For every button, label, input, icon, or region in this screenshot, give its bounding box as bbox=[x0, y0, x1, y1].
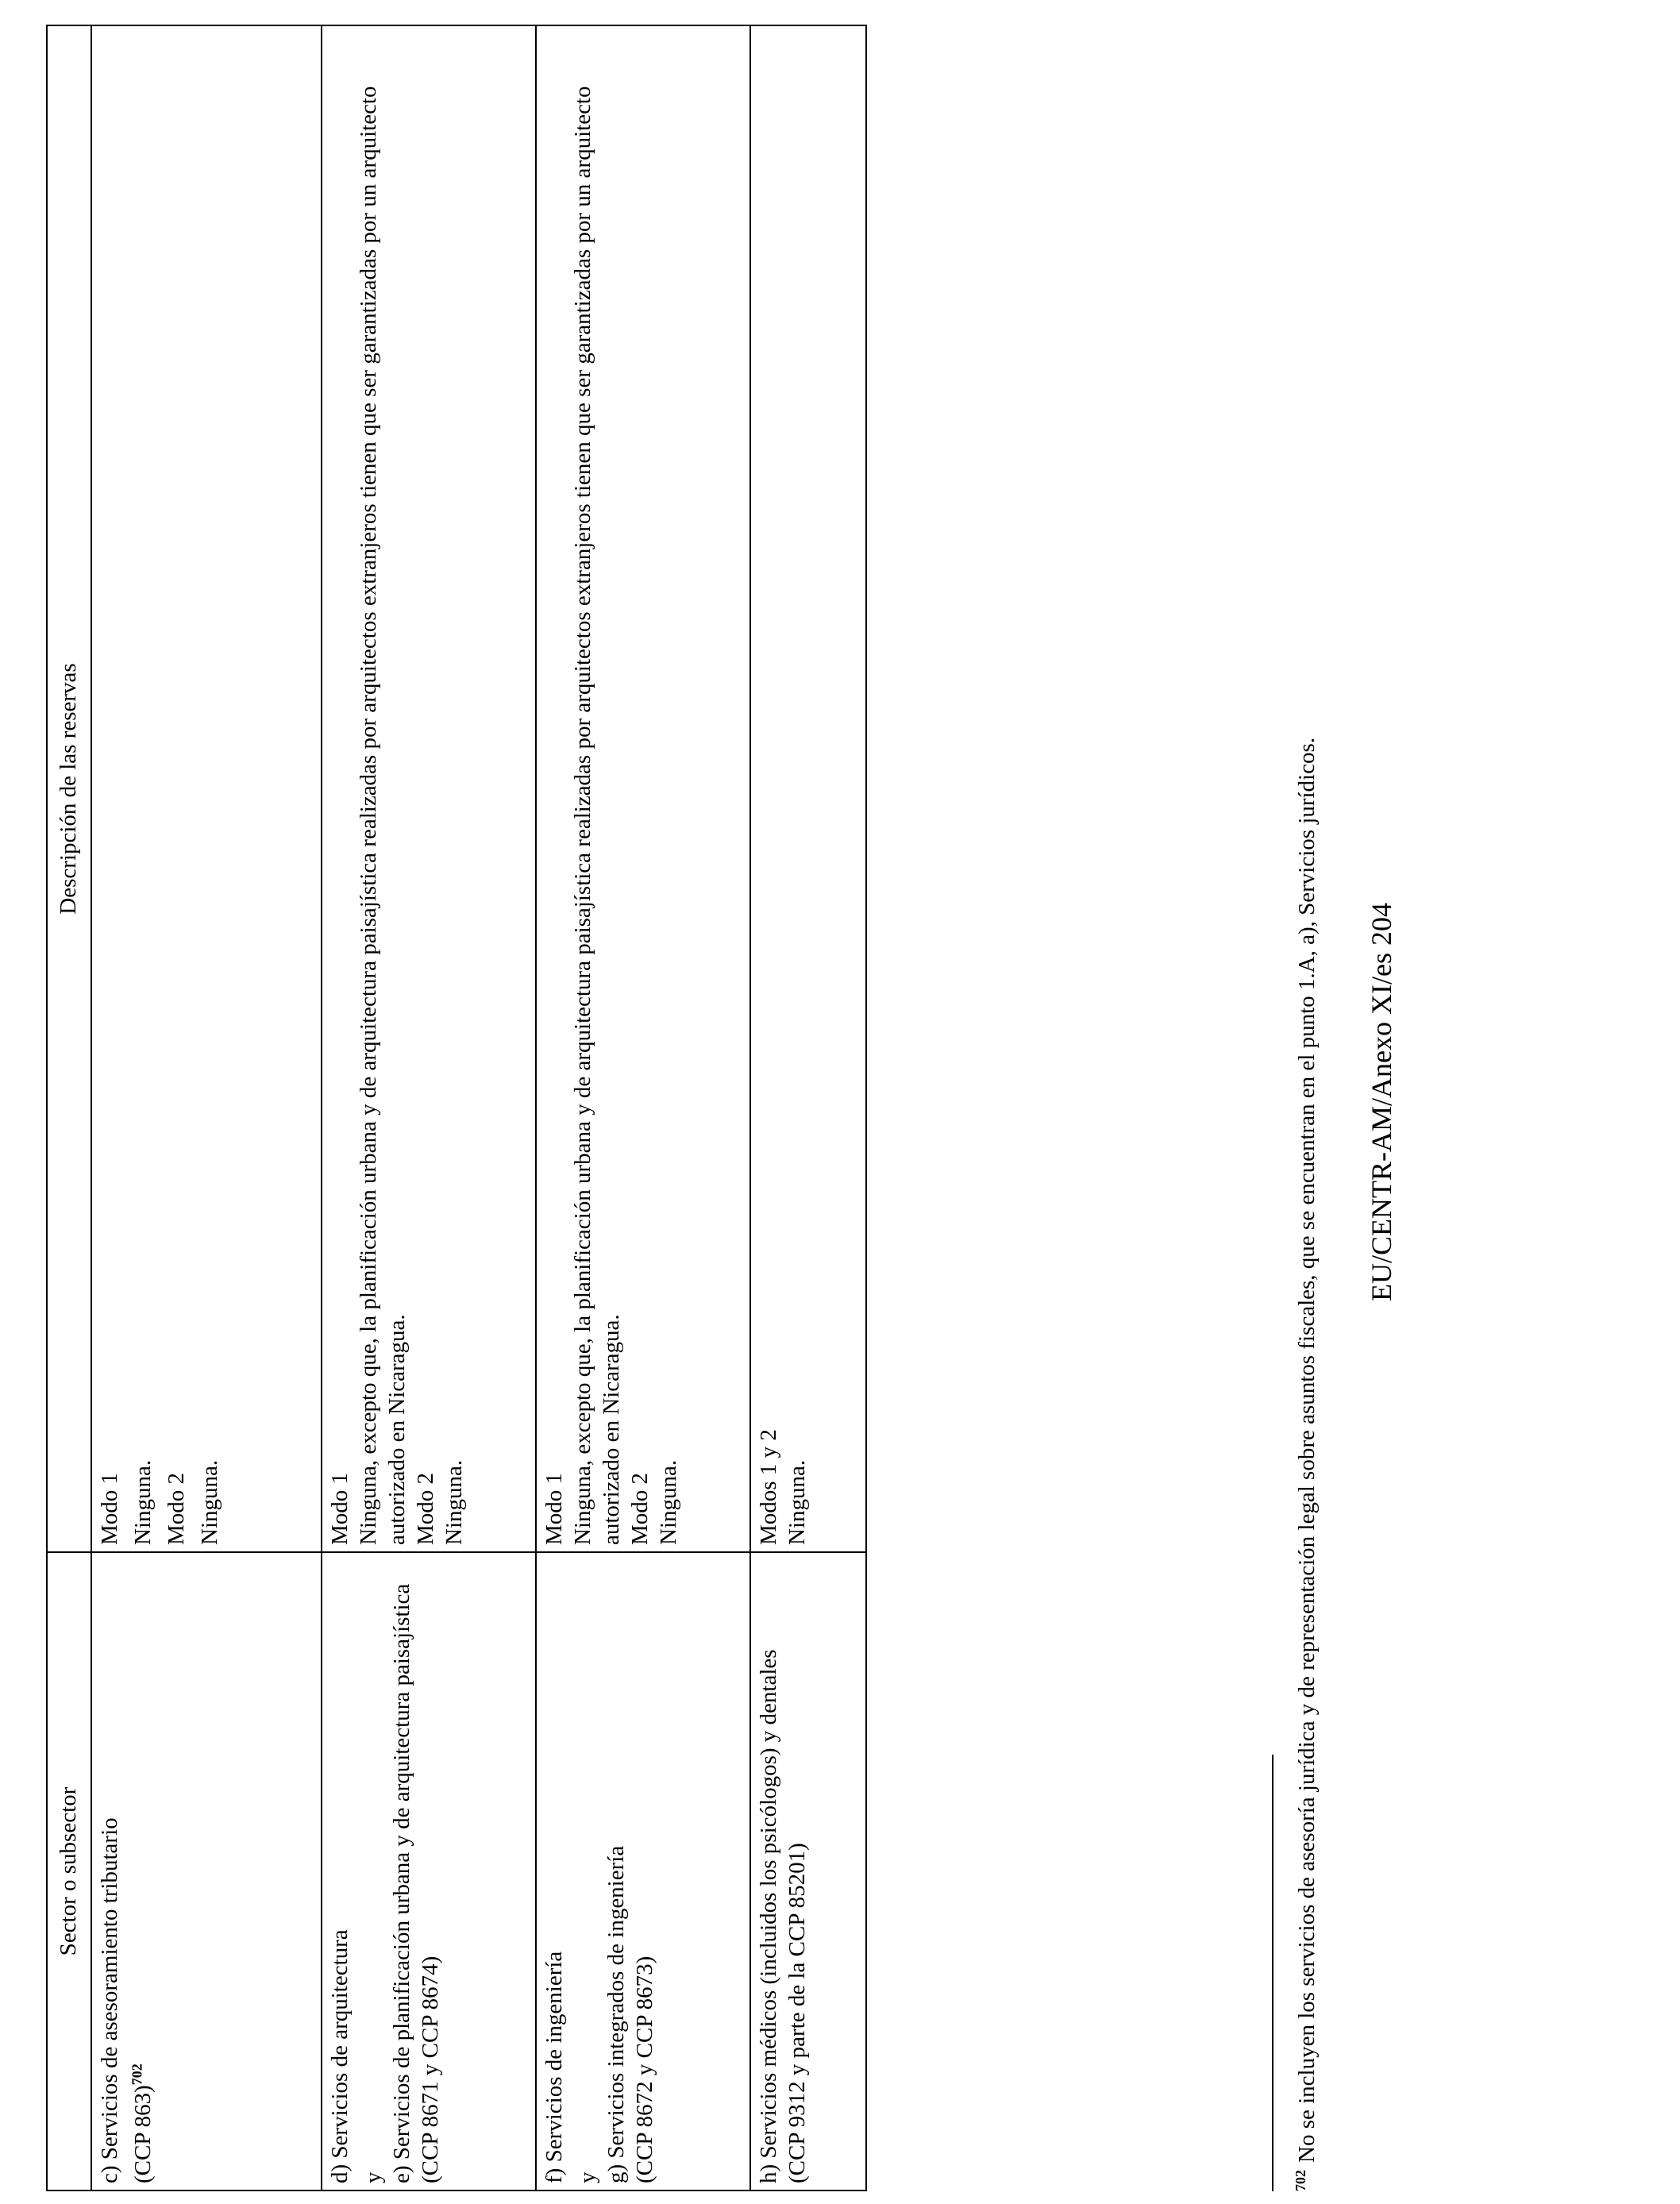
sector-code-line bbox=[129, 1559, 157, 2183]
document-reference: EU/CENTR-AM/Anexo XI/es 204 bbox=[1366, 903, 1397, 1301]
sector-code: (CCP 8672 y CCP 8673) bbox=[632, 1955, 657, 2183]
mode-text: Ninguna, excepto que, la planificación urbana y de arquitectura paisajística realizadas por arquitectos extranjeros tienen que ser garantizadas por un arquitecto autorizado en Nicaragua. bbox=[570, 86, 624, 1545]
mode-text: Ninguna. bbox=[130, 1459, 156, 1545]
table-row bbox=[91, 25, 322, 2191]
description-cell bbox=[750, 25, 866, 1552]
table-row bbox=[750, 25, 866, 2191]
mode-label: Modo 2 bbox=[627, 1472, 653, 1545]
mode-label: Modo 2 bbox=[164, 1472, 189, 1545]
sector-line: c) Servicios de asesoramiento tributario bbox=[97, 1817, 122, 2183]
table-row bbox=[536, 25, 750, 2191]
sector-code: (CCP 9312 y parte de la CCP 85201) bbox=[784, 1843, 810, 2183]
footnote-ref: 702 bbox=[129, 2063, 145, 2086]
mode-label: Modo 1 bbox=[327, 1472, 353, 1545]
description-cell bbox=[322, 25, 536, 1552]
mode-text: Ninguna. bbox=[441, 1459, 467, 1545]
mode-label: Modo 2 bbox=[413, 1472, 438, 1545]
sector-line: h) Servicios médicos (incluidos los psicólogos) y dentales bbox=[756, 1649, 781, 2183]
header-sector: Sector o subsector bbox=[47, 1552, 91, 2191]
mode-label: Modo 1 bbox=[541, 1472, 567, 1545]
mode-label: Modos 1 y 2 bbox=[756, 1429, 781, 1545]
sector-cell bbox=[322, 1552, 536, 2191]
sector-cell bbox=[750, 1552, 866, 2191]
sector-line: y bbox=[575, 2171, 600, 2183]
sector-line: d) Servicios de arquitectura bbox=[327, 1929, 353, 2183]
sector-line: g) Servicios integrados de ingeniería bbox=[603, 1845, 629, 2183]
sector-line: y bbox=[360, 2171, 386, 2183]
mode-text: Ninguna. bbox=[656, 1459, 681, 1545]
mode-text: Ninguna. bbox=[784, 1459, 810, 1545]
sector-cell bbox=[536, 1552, 750, 2191]
mode-text: Ninguna, excepto que, la planificación urbana y de arquitectura paisajística realizadas por arquitectos extranjeros tienen que ser garantizadas por un arquitecto autorizado en Nicaragua. bbox=[356, 86, 410, 1545]
sector-cell bbox=[91, 1552, 322, 2191]
footnote-divider bbox=[1272, 1755, 1273, 2191]
header-description: Descripción de las reservas bbox=[47, 25, 91, 1552]
table-row bbox=[322, 25, 536, 2191]
sector-code: (CCP 863) bbox=[130, 2085, 156, 2183]
table-header-row bbox=[47, 25, 91, 2191]
footnote: 702No se incluyen los servicios de asesoría jurídica y de representación legal sobre asuntos fiscales, que se encuentran en el punto 1.A, a), Servicios jurídicos. bbox=[1293, 737, 1320, 2191]
description-cell bbox=[91, 25, 322, 1552]
mode-text: Ninguna. bbox=[197, 1459, 222, 1545]
description-cell bbox=[536, 25, 750, 1552]
reservations-table bbox=[46, 25, 867, 2191]
sector-code: (CCP 8671 y CCP 8674) bbox=[418, 1955, 443, 2183]
sector-line: e) Servicios de planificación urbana y de arquitectura paisajística bbox=[389, 1583, 414, 2183]
footnote-text: No se incluyen los servicios de asesoría jurídica y de representación legal sobre asuntos fiscales, que se encuentran en el punto 1.A, a), Servicios jurídicos. bbox=[1294, 737, 1320, 2163]
sector-line: f) Servicios de ingeniería bbox=[541, 1951, 567, 2183]
mode-label: Modo 1 bbox=[97, 1472, 122, 1545]
